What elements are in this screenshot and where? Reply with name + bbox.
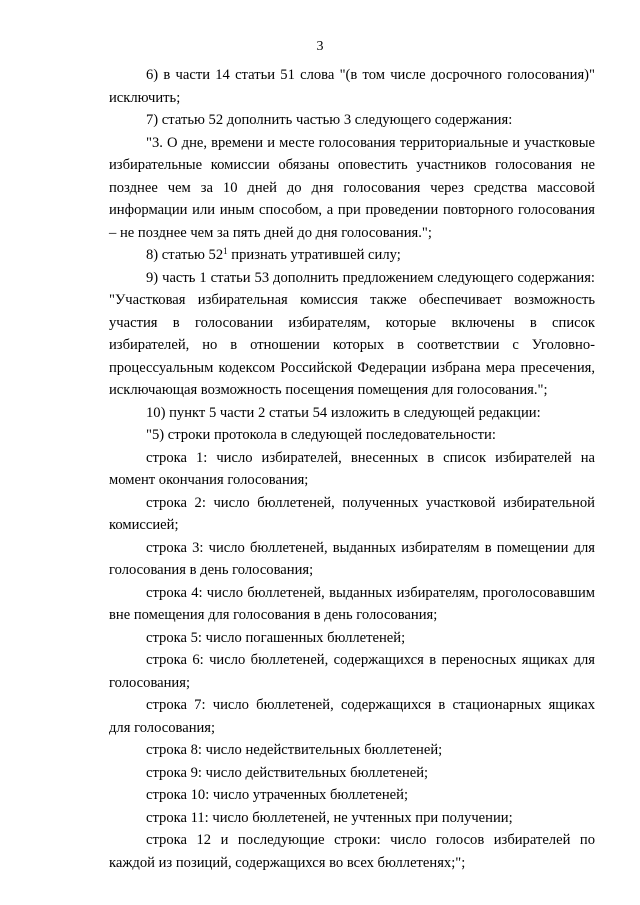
paragraph-item-7-content: "3. О дне, времени и месте голосования территориальные и участковые избирательные комиссии обязаны оповестить участников голосования не позднее чем за 10 дней до дня голосования через средства массовой информации или иным способом, а при проведении повторного голосования – не позднее чем за пять дней до дня голосования."; xyxy=(109,134,595,241)
paragraph-item-7: 7) статью 52 дополнить частью 3 следующего содержания: xyxy=(146,112,513,128)
protocol-line-7: строка 7: число бюллетеней, содержащихся в стационарных ящиках для голосования; xyxy=(109,697,595,736)
paragraph-item-10: 10) пункт 5 части 2 статьи 54 изложить в следующей редакции: xyxy=(146,404,541,421)
protocol-line-4: строка 4: число бюллетеней, выданных избирателям, проголосовавшим вне помещения для голосования в день голосования; xyxy=(109,584,595,623)
protocol-line-10: строка 10: число утраченных бюллетеней; xyxy=(146,787,409,803)
protocol-line-8: строка 8: число недействительных бюллетеней; xyxy=(146,742,443,758)
protocol-line-2: строка 2: число бюллетеней, полученных участковой избирательной комиссией; xyxy=(109,494,595,533)
protocol-line-1: строка 1: число избирателей, внесенных в список избирателей на момент окончания голосования; xyxy=(109,449,595,488)
protocol-line-3: строка 3: число бюллетеней, выданных избирателям в помещении для голосования в день голосования; xyxy=(109,539,595,578)
paragraph-item-8 xyxy=(109,244,595,267)
protocol-line-9: строка 9: число действительных бюллетеней; xyxy=(146,764,429,781)
paragraph-item-9: 9) часть 1 статьи 53 дополнить предложением следующего содержания: "Участковая избирательная комиссия также обеспечивает возможность участия в голосовании избирателям, которые включены в список избирателей, но в отношении которых в соответствии с Уголовно-процессуальным кодексом Российской Федерации избрана мера пресечения, исключающая возможность посещения помещения для голосования."; xyxy=(109,269,595,398)
page-number: 3 xyxy=(316,39,324,54)
protocol-line-5: строка 5: число погашенных бюллетеней; xyxy=(146,629,406,646)
paragraph-item-8-end: признать утратившей силу; xyxy=(227,247,401,263)
protocol-lines-intro: "5) строки протокола в следующей последовательности: xyxy=(146,427,496,443)
paragraph-item-8-start: 8) статью 52 xyxy=(146,247,224,263)
article-superscript: 1 xyxy=(223,246,228,256)
protocol-line-6: строка 6: число бюллетеней, содержащихся в переносных ящиках для голосования; xyxy=(109,652,595,691)
paragraph-item-6: 6) в части 14 статьи 51 слова "(в том числе досрочного голосования)" исключить; xyxy=(109,67,595,106)
protocol-line-11: строка 11: число бюллетеней, не учтенных при получении; xyxy=(146,809,513,826)
protocol-line-12: строка 12 и последующие строки: число голосов избирателей по каждой из позиций, содержащихся во всех бюллетенях;"; xyxy=(109,832,595,871)
document-body xyxy=(109,64,595,874)
